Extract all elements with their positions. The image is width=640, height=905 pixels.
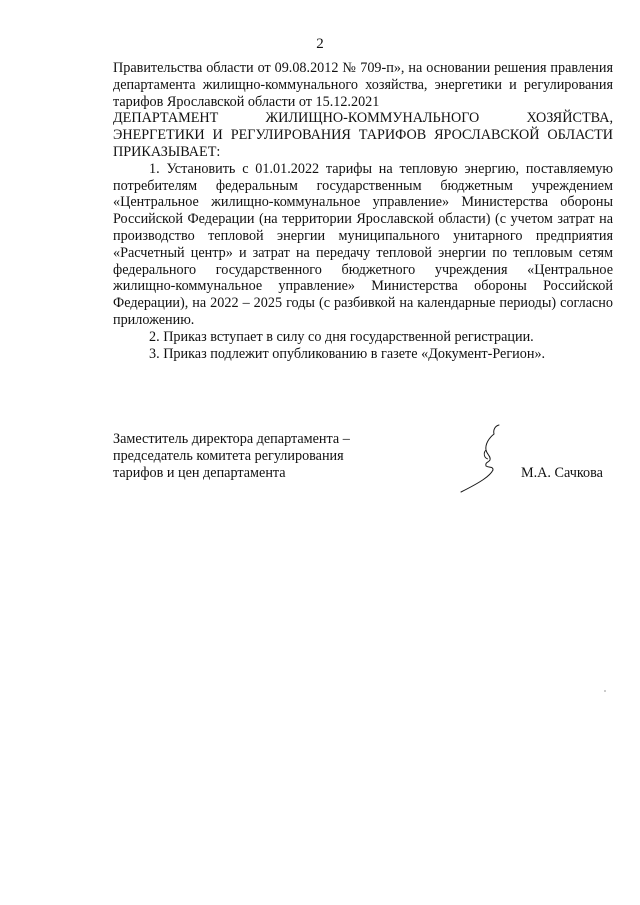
position-line: Заместитель директора департамента – [113, 431, 350, 447]
order-item-2: 2. Приказ вступает в силу со дня государственной регистрации. [149, 328, 534, 345]
order-item-1: 1. Установить с 01.01.2022 тарифы на тепловую энергию, поставляемую потребителям федеральным государственным бюджетным учреждением «Центральное жилищно-коммунальное управление» Министерства обороны Российской Федерации (на территории Ярославской области) (с учетом затрат на производство тепловой энергии муниципального унитарного предприятия «Расчетный центр» и затрат на передачу тепловой энергии по тепловым сетям федерального государственного бюджетного учреждения «Центральное жилищно-коммунальное управление» Министерства обороны Российской Федерации), на 2022 – 2025 годы (с разбивкой на календарные периоды) согласно приложению. [113, 160, 613, 328]
document-body [113, 60, 613, 362]
handwritten-signature [455, 422, 515, 494]
scan-speck [604, 690, 606, 692]
signer-name: М.А. Сачкова [521, 465, 603, 481]
page-number: 2 [316, 36, 324, 52]
signatory-position [113, 431, 413, 481]
position-line: председатель комитета регулирования [113, 447, 344, 464]
order-heading: ДЕПАРТАМЕНТ ЖИЛИЩНО-КОММУНАЛЬНОГО ХОЗЯЙСТВА, ЭНЕРГЕТИКИ И РЕГУЛИРОВАНИЯ ТАРИФОВ ЯРОСЛАВСКОЙ ОБЛАСТИ ПРИКАЗЫВАЕТ: [113, 110, 613, 160]
order-item-3: 3. Приказ подлежит опубликованию в газете «Документ-Регион». [149, 345, 546, 362]
position-line: тарифов и цен департамента [113, 464, 286, 481]
preamble-paragraph: Правительства области от 09.08.2012 № 709-п», на основании решения правления департамента жилищно-коммунального хозяйства, энергетики и регулирования тарифов Ярославской области от 15.12.2021 [113, 60, 613, 110]
